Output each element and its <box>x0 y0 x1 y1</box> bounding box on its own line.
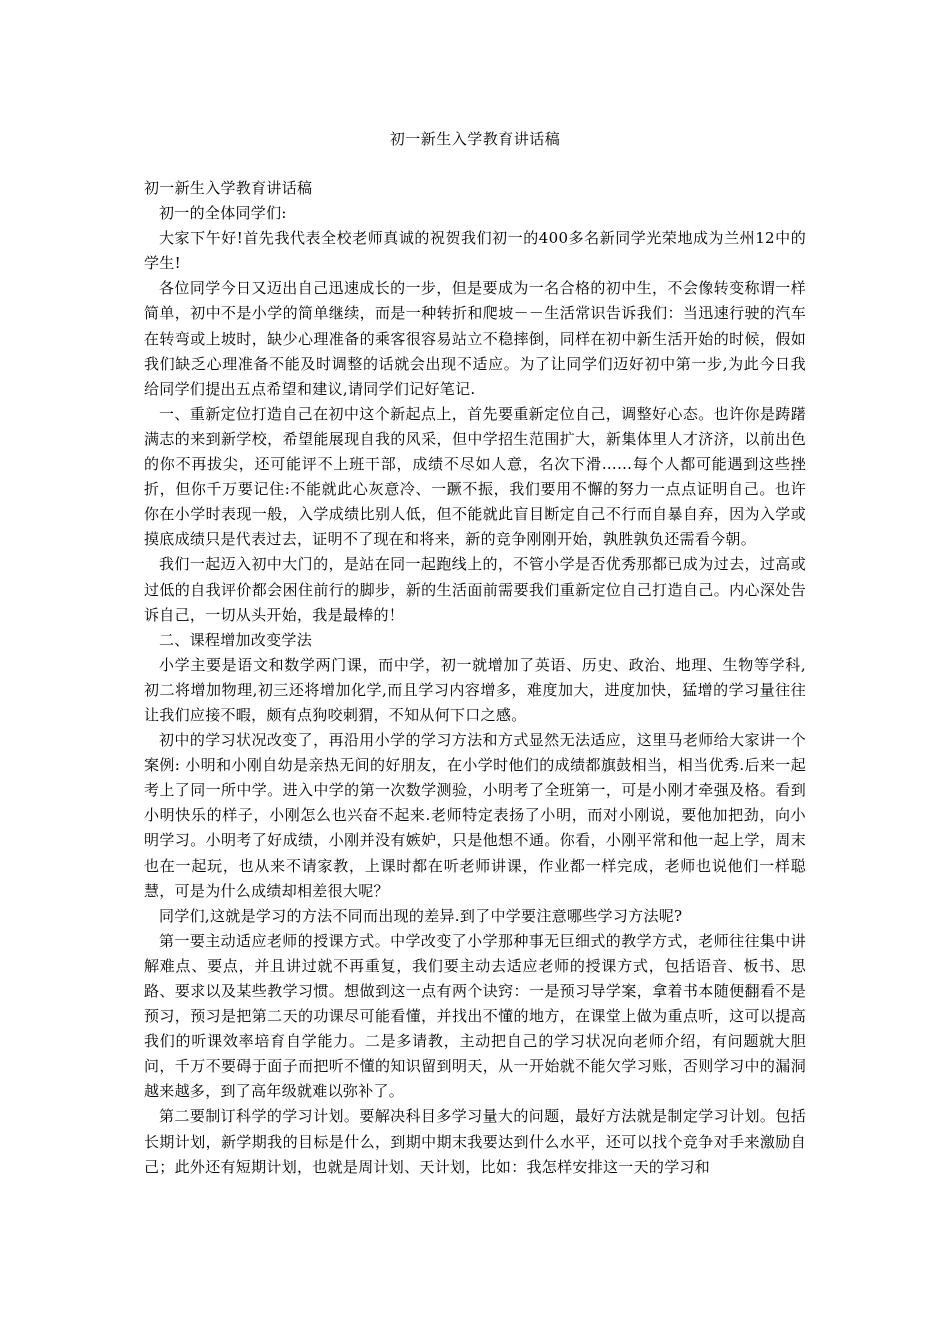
document-body <box>144 176 806 1180</box>
document-title: 初一新生入学教育讲话稿 <box>389 130 561 148</box>
document-subtitle: 初一新生入学教育讲话稿 <box>144 179 313 197</box>
section-heading-two: 二、课程增加改变学法 <box>159 630 313 649</box>
paragraph-same-start: 我们一起迈入初中大门的，是站在同一起跑线上的，不管小学是否优秀那都已成为过去，过高或过低的自我评价都会困住前行的脚步，新的生活面前需要我们重新定位自己打造自己。内心深处告诉自己，一切从头开始，我是最棒的！ <box>144 555 806 624</box>
paragraph-more-courses: 小学主要是语文和数学两门课，而中学，初一就增加了英语、历史、政治、地理、生物等学科,初二将增加物理,初三还将增加化学,而且学习内容增多，难度加大，进度加快，猛增的学习量往往让我们应接不暇，颇有点狗咬刺猬，不知从何下口之感。 <box>144 655 806 724</box>
paragraph-point-one: 一、重新定位打造自己在初中这个新起点上，首先要重新定位自己，调整好心态。也许你是踌躇满志的来到新学校，希望能展现自我的风采，但中学招生范围扩大，新集体里人才济济，以前出色的你不再拔尖，还可能评不上班干部，成绩不尽如人意，名次下滑……每个人都可能遇到这些挫折，但你千万要记住:不能就此心灰意冷、一蹶不振，我们要用不懈的努力一点点证明自己。也许你在小学时表现一般，入学成绩比别人低，但不能就此盲目断定自己不行而自暴自弃，因为入学或摸底成绩只是代表过去，证明不了现在和将来，新的竞争刚刚开始，孰胜孰负还需看今朝。 <box>144 404 806 549</box>
paragraph-method-two: 第二要制订科学的学习计划。要解决科目多学习量大的问题，最好方法就是制定学习计划。包括长期计划，新学期我的目标是什么，到期中期末我要达到什么水平，还可以找个竞争对手来激励自己；此外还有短期计划，也就是周计划、天计划，比如：我怎样安排这一天的学习和 <box>144 1107 806 1176</box>
paragraph-welcome: 大家下午好!首先我代表全校老师真诚的祝贺我们初一的400多名新同学光荣地成为兰州12中的学生! <box>144 229 806 273</box>
paragraph-question: 同学们,这就是学习的方法不同而出现的差异.到了中学要注意哪些学习方法呢? <box>159 906 683 925</box>
paragraph-case-study: 初中的学习状况改变了，再沿用小学的学习方法和方式显然无法适应，这里马老师给大家讲一个案例: 小明和小刚自幼是亲热无间的好朋友，在小学时他们的成绩都旗鼓相当，相当优秀.后来一起考上了同一所中学。进入中学的第一次数学测验，小明考了全班第一，可是小刚才牵强及格。看到小明快乐的样子，小刚怎么也兴奋不起来.老师特定表扬了小明，而对小刚说，要他加把劲，向小明学习。小明考了好成绩，小刚并没有嫉妒，只是他想不通。你看，小刚平常和他一起上学，周末也在一起玩，也从来不请家教，上课时都在听老师讲课，作业都一样完成，老师也说他们一样聪慧，可是为什么成绩却相差很大呢？ <box>144 731 806 900</box>
paragraph-greeting: 初一的全体同学们: <box>159 204 287 223</box>
paragraph-method-one: 第一要主动适应老师的授课方式。中学改变了小学那种事无巨细式的教学方式，老师往往集中讲解难点、要点，并且讲过就不再重复，我们要主动去适应老师的授课方式，包括语音、板书、思路、要求以及某些教学习惯。想做到这一点有两个诀窍：一是预习导学案，拿着书本随便翻看不是预习，预习是把第二天的功课尽可能看懂，并找出不懂的地方，在课堂上做为重点听，这可以提高我们的听课效率培育自学能力。二是多请教，主动把自己的学习状况向老师介绍，有问题就大胆问，千万不要碍于面子而把听不懂的知识留到明天，从一开始就不能欠学习账，否则学习中的漏洞越来越多，到了高年级就难以弥补了。 <box>144 931 806 1101</box>
paragraph-introduction: 各位同学今日又迈出自己迅速成长的一步，但是要成为一名合格的初中生，不会像转变称谓一样简单，初中不是小学的简单继续，而是一种转折和爬坡－－生活常识告诉我们：当迅速行驶的汽车在转弯或上坡时，缺少心理准备的乘客很容易站立不稳摔倒，同样在初中新生活开始的时候，假如我们缺乏心理准备不能及时调整的话就会出现不适应。为了让同学们迈好初中第一步,为此今日我给同学们提出五点希望和建议,请同学们记好笔记. <box>144 279 806 398</box>
